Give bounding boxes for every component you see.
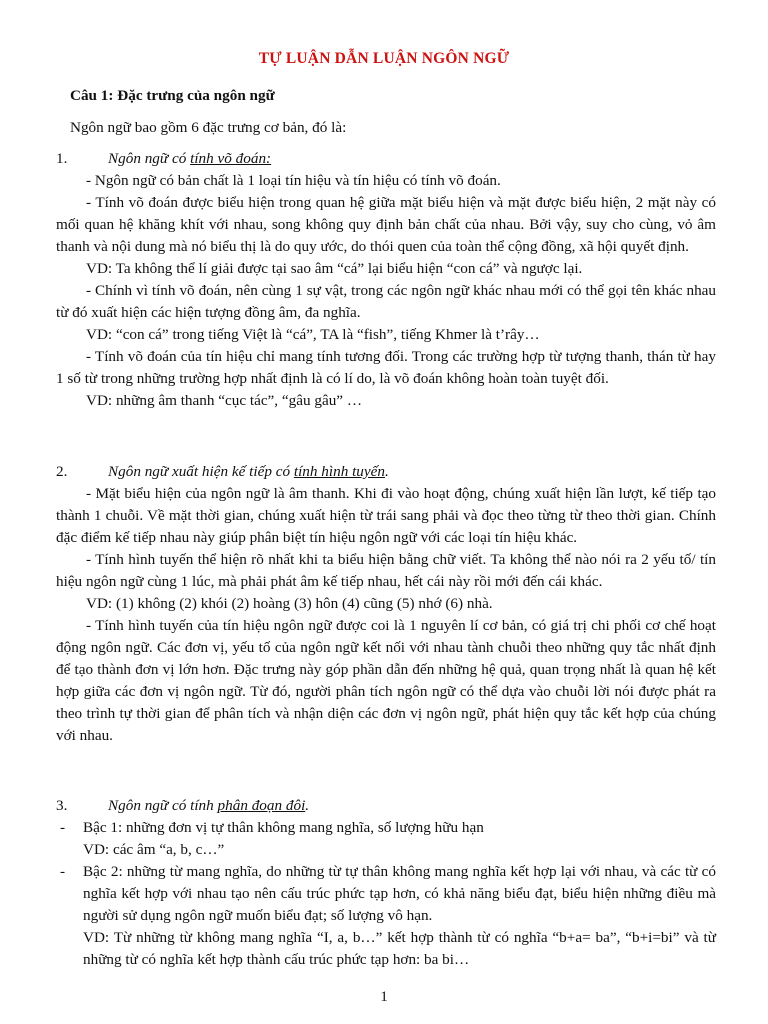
section-2-number: 2. xyxy=(56,463,68,480)
section-2-term: tính hình tuyến xyxy=(293,463,385,480)
section-3 xyxy=(56,795,716,971)
section-2-heading-text: Ngôn ngữ xuất hiện kế tiếp có xyxy=(108,463,294,480)
section-1-bullet: - Ngôn ngữ có bản chất là 1 loại tín hiệu và tín hiệu có tính võ đoán. xyxy=(86,172,501,189)
section-3-term: phân đoạn đôi xyxy=(217,797,306,814)
question-heading: Câu 1: Đặc trưng của ngôn ngữ xyxy=(70,87,275,104)
section-1-example: VD: những âm thanh “cục tác”, “gâu gâu” … xyxy=(86,392,363,409)
section-2-example: VD: (1) không (2) khói (2) hoàng (3) hôn (4) cũng (5) nhớ (6) nhà. xyxy=(86,595,493,612)
section-2-heading: 2. Ngôn ngữ xuất hiện kế tiếp có tính hình tuyến. xyxy=(56,461,716,483)
section-1-heading xyxy=(56,148,716,170)
list-item: - Bậc 1: những đơn vị tự thân không mang nghĩa, số lượng hữu hạn VD: các âm “a, b, c…” xyxy=(83,817,716,861)
section-3-heading: 3. Ngôn ngữ có tính phân đoạn đôi. xyxy=(56,795,716,817)
section-1 xyxy=(56,148,716,412)
section-1-example: VD: “con cá” trong tiếng Việt là “cá”, TA là “fish”, tiếng Khmer là t’rây… xyxy=(86,326,540,343)
section-1-number: 1. xyxy=(56,150,68,167)
section-2 xyxy=(56,461,716,747)
section-1-bullet: - Chính vì tính võ đoán, nên cùng 1 sự vật, trong các ngôn ngữ khác nhau mới có thể gọi tên khác nhau từ đó xuất hiện các hiện tượng đồng âm, đa nghĩa. xyxy=(56,282,716,321)
section-1-heading-text: Ngôn ngữ có xyxy=(108,150,191,167)
section-3-list xyxy=(56,817,716,971)
section-2-bullet: - Tính hình tuyến thể hiện rõ nhất khi ta biểu hiện bằng chữ viết. Ta không thể nào nói ra 2 yếu tố/ tín hiệu ngôn ngữ cùng 1 lúc, mà phải phát âm kế tiếp nhau, hết cái này rồi mới đến cái khác. xyxy=(56,551,716,590)
section-2-bullet: - Mặt biểu hiện của ngôn ngữ là âm thanh. Khi đi vào hoạt động, chúng xuất hiện lần lượt, kế tiếp tạo thành 1 chuỗi. Về mặt thời gian, chúng xuất hiện từ trái sang phải và đọc theo từng từ theo thời gian. Chính đặc điểm kế tiếp nhau này giúp phân biệt tín hiệu ngôn ngữ với các loại tín hiệu khác. xyxy=(56,485,716,546)
section-3-number: 3. xyxy=(56,797,68,814)
section-1-example: VD: Ta không thể lí giải được tại sao âm “cá” lại biểu hiện “con cá” và ngược lại. xyxy=(86,260,583,277)
section-1-term: tính võ đoán: xyxy=(190,150,272,167)
section-2-bullet: - Tính hình tuyến của tín hiệu ngôn ngữ được coi là 1 nguyên lí cơ bản, có giá trị chi phối cơ chế hoạt động ngôn ngữ. Các đơn vị, yếu tố của ngôn ngữ kết nối với nhau tành chuỗi theo những quy tắc nhất định để tạo thành đơn vị lớn hơn. Đặc trưng này góp phần dẫn đến những hệ quả, quan trọng nhất là quan hệ kết hợp giữa các đơn vị ngôn ngữ. Từ đó, người phân tích ngôn ngữ có thể dựa vào chuỗi lời nói được phát ra theo trình tự thời gian để phân tích và nhận diện các đơn vị ngôn ngữ, phát hiện quy tắc kết hợp của chúng với nhau. xyxy=(56,617,716,744)
list-item: - Bậc 2: những từ mang nghĩa, do những từ tự thân không mang nghĩa kết hợp lại với nhau, và các từ có nghĩa kết hợp với nhau tạo nên cấu trúc phức tạp hơn, có khả năng biểu đạt, biểu hiện những điều mà người sử dụng ngôn ngữ muốn biểu đạt; số lượng vô hạn. VD: Từ những từ không mang nghĩa “I, a, b…” kết hợp thành từ có nghĩa “b+a= ba”, “b+i=bi” và từ những từ có nghĩa kết hợp thành cấu trúc phức tạp hơn: ba bi… xyxy=(83,861,716,971)
document-title: TỰ LUẬN DẪN LUẬN NGÔN NGỮ xyxy=(258,50,510,67)
section-3-heading-text: Ngôn ngữ có tính xyxy=(108,797,218,814)
section-1-bullet: - Tính võ đoán được biểu hiện trong quan hệ giữa mặt biểu hiện và mặt được biểu hiện, 2 mặt này có mối quan hệ khăng khít với nhau, song không quy định bản chất của nhau. Bởi vậy, suy cho cùng, vỏ âm thanh và nội dung mà nó biểu thị là do quy ước, do thói quen của toàn thể cộng đồng, xã hội quyết định. xyxy=(56,194,716,255)
intro-text: Ngôn ngữ bao gồm 6 đặc trưng cơ bản, đó là: xyxy=(70,119,347,136)
page-number: 1 xyxy=(380,988,388,1005)
section-1-bullet: - Tính võ đoán của tín hiệu chỉ mang tính tương đối. Trong các trường hợp từ tượng thanh, thán từ hay 1 số từ trong những trường hợp nhất định là có lí do, là võ đoán không hoàn toàn tuyệt đối. xyxy=(56,348,716,387)
